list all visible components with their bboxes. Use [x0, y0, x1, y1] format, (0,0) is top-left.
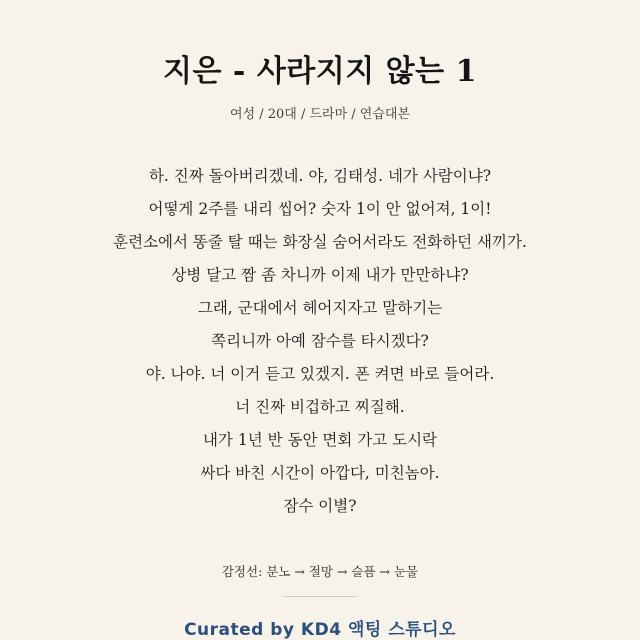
script-line: 야. 나야. 너 이거 듣고 있겠지. 폰 켜면 바로 들어라. — [145, 365, 495, 383]
script-line: 쪽리니까 아예 잠수를 타시겠다? — [211, 332, 429, 350]
page-title: 지은 - 사라지지 않는 1 — [163, 54, 477, 89]
script-line: 하. 진짜 돌아버리겠네. 야, 김태성. 네가 사람이냐? — [148, 167, 492, 185]
script-line: 어떻게 2주를 내리 씹어? 숫자 1이 안 없어져, 1이! — [148, 200, 492, 218]
script-line: 훈련소에서 똥줄 탈 때는 화장실 숨어서라도 전화하던 새끼가. — [113, 233, 527, 251]
divider — [283, 596, 357, 597]
footer-credit: Curated by KD4 액팅 스튜디오 — [184, 620, 456, 640]
emotion-arc: 감정선: 분노 → 절망 → 슬픔 → 눈물 — [221, 564, 419, 579]
script-line: 너 진짜 비겁하고 찌질해. — [235, 398, 405, 416]
script-line: 그래, 군대에서 헤어지자고 말하기는 — [197, 299, 443, 317]
script-line: 상병 달고 짬 좀 차니까 이제 내가 만만하냐? — [171, 266, 469, 284]
page-subtitle: 여성 / 20대 / 드라마 / 연습대본 — [229, 107, 411, 122]
script-line: 내가 1년 반 동안 면회 가고 도시락 — [202, 431, 438, 449]
script-line: 잠수 이별? — [283, 497, 357, 515]
script-body — [0, 160, 640, 523]
script-line: 싸다 바친 시간이 아깝다, 미친놈아. — [200, 464, 440, 482]
